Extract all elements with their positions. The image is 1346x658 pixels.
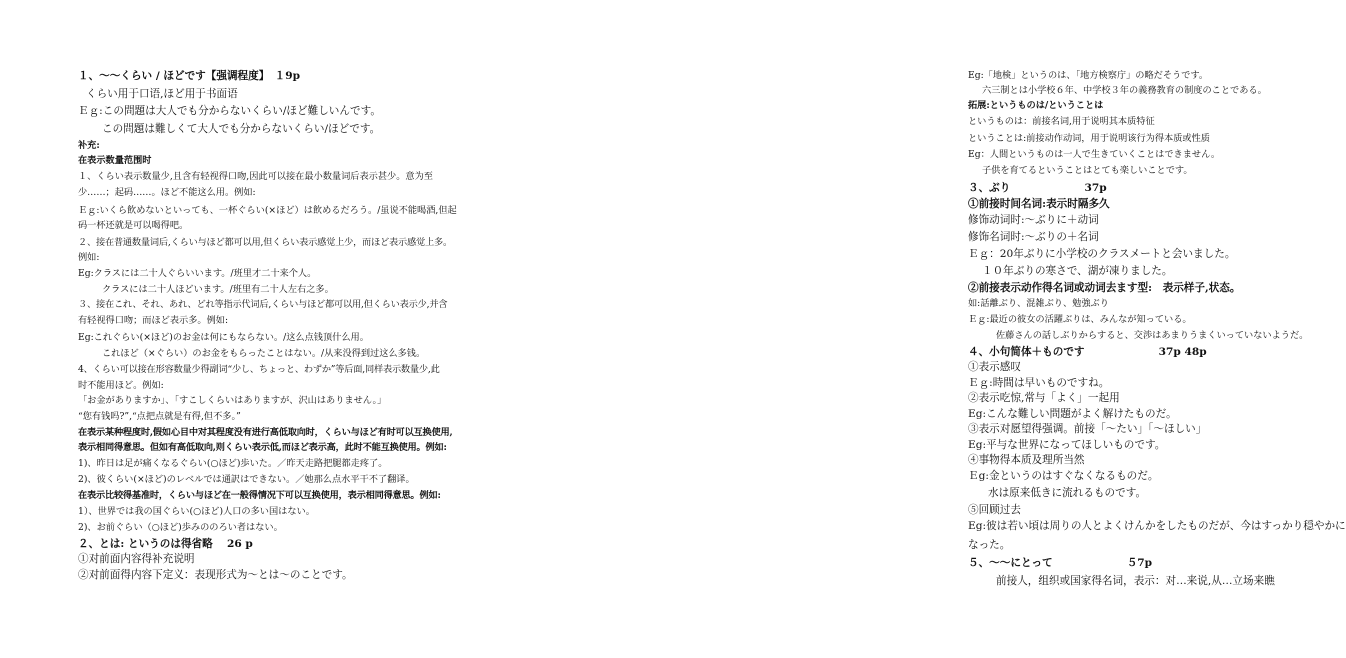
left-line: １、くらい表示数量少,且含有轻视得口吻,因此可以接在最小数量词后表示甚少。意为至	[78, 171, 433, 182]
left-line: ３、接在これ、それ、あれ、どれ等指示代词后,くらい与ほど都可以用,但くらい表示少,并含	[78, 299, 448, 310]
left-line: ②对前面得内容下定义：表现形式为～とは～のことです。	[78, 569, 353, 581]
right-line: Ｅg:金というのはすぐなくなるものだ。	[968, 470, 1159, 482]
left-line: この問題は難しくて大人でも分からないくらい/ほどです。	[102, 123, 381, 135]
left-line: くらい用于口语,ほど用于书面语	[86, 88, 238, 100]
right-line: ②表示吃惊,常与「よく」一起用	[968, 392, 1120, 404]
right-line: ４、小句简体＋ものです 37p 48p	[968, 346, 1207, 358]
left-line: ２、接在普通数量词后,くらい与ほど都可以用,但くらい表示感觉上少，而ほど表示感觉上多。	[78, 237, 452, 248]
right-line: というものは：前接名词,用于说明其本质特征	[968, 116, 1155, 127]
right-line: Eg：人間というものは一人で生きていくことはできません。	[968, 149, 1221, 160]
right-line: Ｅｇ：20年ぶりに小学校のクラスメートと会いました。	[968, 248, 1236, 260]
right-line: ５、～～にとって ５7p	[968, 557, 1153, 569]
right-line: 拓展:というものは/ということは	[968, 100, 1104, 111]
left-line: 1）、世界では我の国ぐらい(○ほど)人口の多い国はない。	[78, 506, 315, 517]
right-line: ３、ぶり 37p	[968, 182, 1107, 194]
left-line: 表示相同得意思。但如有高低取向,则くらい表示低,而ほど表示高，此时不能互换使用。例如:	[78, 442, 447, 453]
left-line: 2)、お前ぐらい（○ほど)歩みののろい者はない。	[78, 522, 283, 533]
left-line: ①对前面内容得补充说明	[78, 553, 195, 565]
right-line: ①表示感叹	[968, 361, 1021, 373]
left-line: これほど（×ぐらい）のお金をもらったことはない。/从来没得到过这么多钱。	[102, 348, 426, 359]
right-line: Eg:「地検」というのは、「地方検察庁」の略だそうです。	[968, 70, 1209, 81]
right-line: 六三制とは小学校６年、中学校３年の義務教育の制度のことである。	[982, 85, 1267, 96]
right-line: ①前接时间名词:表示时隔多久	[968, 198, 1110, 210]
left-line: Ｅｇ:この問題は大人でも分からないくらい/ほど難しいんです。	[78, 105, 381, 117]
left-line: 2)、彼くらい(×ほど)のレベルでは通訳はできない。／她那么点水平干不了翻译。	[78, 474, 415, 485]
right-line: ④事物得本质及理所当然	[968, 454, 1085, 466]
left-line: 少……；起码……。ほど不能这么用。例如:	[78, 187, 256, 198]
left-line: 4、くらい可以接在形容数量少得副词“少し、ちょっと、わずか”等后面,同样表示数量少,此	[78, 364, 440, 375]
right-line: 修饰名词时:～ぶりの＋名词	[968, 231, 1099, 243]
right-line: ②前接表示动作得名词或动词去ます型: 表示样子,状态。	[968, 282, 1241, 294]
right-line: 佐藤さんの話しぶりからすると、交渉はあまりうまくいっていないようだ。	[996, 330, 1309, 341]
left-line: 1)、昨日は足が痛くなるぐらい(○ほど)歩いた。／昨天走路把腿都走疼了。	[78, 458, 388, 469]
left-line: 在表示比较得基准时，くらい与ほど在一般得情况下可以互换使用，表示相同得意思。例如:	[78, 490, 441, 501]
right-line: Eg:平与な世界になってほしいものです。	[968, 439, 1166, 451]
right-line: Eg:こんな難しい問題がよく解けたものだ。	[968, 408, 1177, 420]
left-line: Ｅｇ:いくら飲めないといっても、一杯ぐらい(×ほど）は飲めるだろう。/虽说不能喝酒,但起	[78, 205, 457, 216]
left-line: Eg:これぐらい(×ほど)のお金は何にもならない。/这么点钱顶什么用。	[78, 332, 369, 343]
right-line: １０年ぶりの寒さで、湖が凍りました。	[982, 265, 1173, 277]
right-line: ということは:前接动作动词，用于说明该行为得本质或性质	[968, 133, 1210, 144]
left-line: １、～～くらい / ほどです【强调程度】 １9p	[78, 70, 301, 82]
right-line: 修饰动词时:～ぶりに＋动词	[968, 214, 1099, 226]
right-line: ③表示对愿望得强调。前接「～たい」「～ほしい」	[968, 423, 1207, 435]
left-line: Eg:クラスには二十人ぐらいいます。/班里才二十来个人。	[78, 268, 317, 279]
right-line: Eg:彼は若い頃は周りの人とよくけんかをしたものだが、今はすっかり穏やかに	[968, 520, 1346, 532]
left-line: クラスには二十人ほどいます。/班里有二十人左右之多。	[102, 284, 334, 295]
left-line: 例如:	[78, 252, 100, 263]
right-line: Ｅｇ:時間は早いものですね。	[968, 377, 1110, 389]
right-line: 如:話離ぶり、混雑ぶり、勉強ぶり	[968, 298, 1109, 309]
right-line: 子供を育てるということはとても楽しいことです。	[982, 165, 1193, 176]
right-line: ⑤回顾过去	[968, 504, 1021, 516]
left-line: 补充:	[78, 140, 100, 151]
right-line: Ｅｇ:最近の彼女の活躍ぶりは、みんなが知っている。	[968, 314, 1192, 325]
left-line: 「お金がありますか」、「すこしくらいはありますが、沢山はありません。」	[78, 395, 387, 406]
left-line: 码一杯还就是可以喝得吧。	[78, 220, 189, 231]
left-line: 在表示数量范围时	[78, 155, 152, 166]
right-line: 前接人，组织或国家得名词，表示：对…来说,从…立场来瞧	[996, 575, 1275, 587]
left-line: 在表示某种程度时,假如心目中对其程度没有进行高低取向时，くらい与ほど有时可以互换使用,	[78, 427, 453, 438]
right-line: なった。	[968, 539, 1011, 551]
left-line: ２、とは: というのは得省略 26 p	[78, 538, 253, 550]
left-line: 有轻视得口吻；而ほど表示多。例如:	[78, 315, 229, 326]
right-line: 水は原来低きに流れるものです。	[988, 487, 1147, 499]
left-line: “您有钱吗?”,“点把点就是有得,但不多。”	[78, 411, 241, 422]
left-line: 时不能用ほど。例如:	[78, 380, 164, 391]
